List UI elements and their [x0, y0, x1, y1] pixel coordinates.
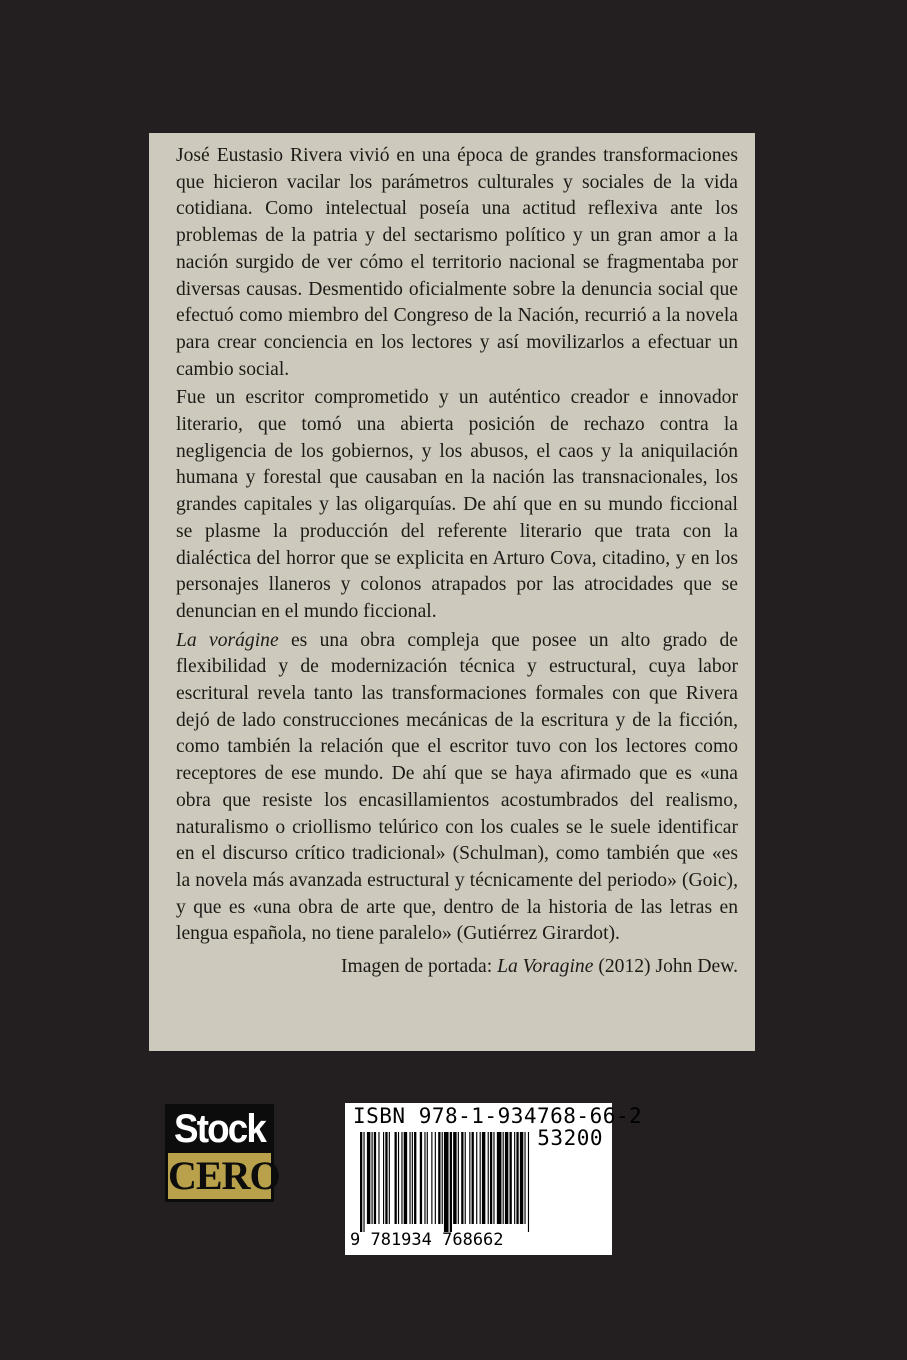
back-cover-blurb-panel	[149, 133, 755, 1051]
barcode-bar	[516, 1132, 518, 1224]
barcode-bar	[438, 1132, 440, 1224]
blurb-paragraph-3	[176, 628, 738, 948]
barcode-bar	[360, 1132, 362, 1232]
barcode-bar	[383, 1132, 384, 1224]
blurb-paragraph-1: José Eustasio Rivera vivió en una época de grandes transformaciones que hicieron vacilar los parámetros culturales y sociales de la vida cotidiana. Como intelectual poseía una actitud reflexiva ante los problemas de la patria y del sectarismo político y un gran amor a la nación surgido de ver cómo el territorio nacional se fragmentaba por diversas causas. Desmentido oficialmente sobre la denuncia social que efectuó como miembro del Congreso de la Nación, recurrió a la novela para crear conciencia en los lectores y así movilizarlos a efectuar un cambio social.	[176, 145, 738, 380]
barcode-bar	[363, 1132, 364, 1232]
barcode-bar	[420, 1132, 422, 1224]
barcode-bar	[520, 1132, 523, 1224]
barcode-bar	[427, 1132, 428, 1224]
barcode-bar	[450, 1132, 452, 1232]
barcode-bar	[414, 1132, 416, 1224]
barcode-bar	[510, 1132, 512, 1224]
blurb-paragraph-3-body: es una obra compleja que posee un alto grado de flexibilidad y de modernización técnica y estructural, cuya labor escritural revela tanto las transformaciones formales con que Rivera dejó de lado construcciones mecánicas de la escritura y de la ficción, como también la relación que el escritor tuvo con los lectores como receptores de ese mundo. De ahí que se haya afirmado que es «una obra que resiste los encasillamientos acostumbrados del realismo, naturalismo o criollismo telúrico con los cuales se le suele identificar en el discurso crítico tradicional» (Schulman), como también que «es la novela más avanzada estructural y técnicamente del periodo» (Goic), y que es «una obra de arte que, dentro de la historia de las letras en lengua española, no tiene paralelo» (Gutiérrez Girardot).	[176, 629, 738, 945]
barcode-digits: 9 781934 768662	[350, 1230, 504, 1250]
barcode-bar	[482, 1132, 485, 1224]
barcode-bar	[404, 1132, 407, 1224]
barcode-bar	[435, 1132, 436, 1224]
isbn-label: ISBN 978-1-934768-66-2	[353, 1104, 643, 1128]
barcode-bar	[389, 1132, 390, 1224]
barcode-bar	[453, 1132, 456, 1224]
barcode-bar	[367, 1132, 370, 1224]
barcode-bar	[401, 1132, 402, 1224]
logo-line-stock: Stock	[173, 1107, 266, 1151]
barcode-bar	[374, 1132, 376, 1224]
barcode-bar	[398, 1132, 399, 1224]
barcode-bar	[385, 1132, 387, 1224]
cover-image-credit	[176, 954, 738, 981]
barcode-bar	[476, 1132, 477, 1224]
barcode-bar	[372, 1132, 373, 1224]
barcode-bar	[424, 1132, 425, 1224]
barcode-bar	[528, 1132, 529, 1232]
barcode-bar	[395, 1132, 397, 1224]
barcode-bar	[503, 1132, 504, 1224]
barcode-bar	[505, 1132, 508, 1224]
barcode-bar	[461, 1132, 463, 1224]
barcode-bar	[412, 1132, 413, 1224]
credit-suffix: (2012) John Dew.	[593, 956, 738, 978]
novel-title: La vorágine	[176, 629, 279, 651]
barcode-bar	[490, 1132, 492, 1224]
barcode-bar	[488, 1132, 489, 1224]
barcode-bar	[514, 1132, 515, 1224]
barcode-bar	[480, 1132, 481, 1224]
barcode-bar	[472, 1132, 474, 1224]
barcode-bar	[469, 1132, 470, 1224]
barcode-bar	[524, 1132, 525, 1224]
credit-prefix: Imagen de portada:	[340, 956, 498, 978]
barcode-bar	[378, 1132, 379, 1224]
barcode-bar	[431, 1132, 432, 1224]
logo-line-cero: CERO	[168, 1153, 280, 1198]
barcode-bar	[493, 1132, 494, 1224]
isbn-barcode	[345, 1103, 643, 1255]
barcode-bar	[444, 1132, 449, 1232]
barcode-bar	[497, 1132, 502, 1224]
barcode-bar	[465, 1132, 466, 1224]
blurb-text	[176, 143, 738, 981]
blurb-paragraph-2: Fue un escritor comprometido y un auténtico creador e innovador literario, que tomó una abierta posición de rechazo contra la negligencia de los gobiernos, y los abusos, el caos y la aniquilación humana y forestal que causaban en la nación las transnacionales, los grandes capitales y las oligarquías. De ahí que en su mundo ficcional se plasme la producción del referente literario que trata con la dialéctica del horror que se explicita en Arturo Cova, citadino, y en los personajes llaneros y colonos atrapados por las atrocidades que se denuncian en el mundo ficcional.	[176, 387, 738, 622]
stockcero-logo	[165, 1104, 280, 1202]
credit-artwork-title: La Voragine	[497, 956, 594, 978]
barcode-bar	[458, 1132, 459, 1224]
price-code-label: 53200	[537, 1126, 603, 1150]
barcode-bar	[409, 1132, 410, 1224]
barcode-bar	[442, 1132, 443, 1224]
